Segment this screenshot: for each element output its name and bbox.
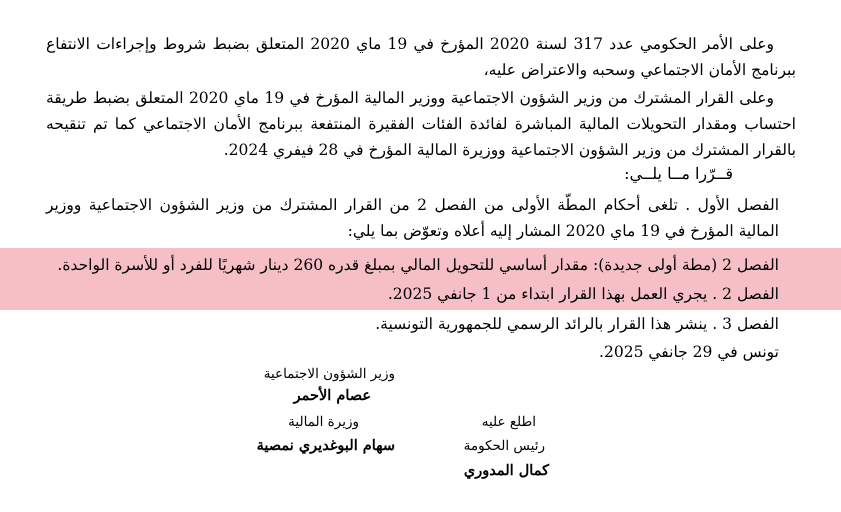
finance-minister-name: سهام البوغديري نمصية [256, 437, 395, 454]
article-1: الفصل الأول . تلغى أحكام المطّة الأولى من الفصل 2 من القرار المشترك من وزير الشؤون الاجتماعية ووزير المالية المؤرخ في 19 ماي 2020 المشار إليه أعلاه وتعوّض بما يلي: [46, 196, 780, 240]
seen-label: اطلع عليه [481, 414, 536, 430]
paragraph-joint-order: وعلى القرار المشترك من وزير الشؤون الاجتماعية ووزير المالية المؤرخ في 19 ماي 2020 المتعلق بضبط طريقة احتساب ومقدار التحويلات المالية المباشرة لفائدة الفئات الفقيرة المنتفعة ببرنامج الأمان الاجتماعي كما تم تنقيحه بالقرار المشترك من وزير الشؤون الاجتماعية ووزيرة المالية المؤرخ في 28 فيفري 2024. [46, 89, 796, 159]
article-2-effective-date: الفصل 2 . يجري العمل بهذا القرار ابتداء من 1 جانفي 2025. [387, 285, 779, 303]
head-of-government-title: رئيس الحكومة [463, 438, 545, 454]
highlighted-block [0, 248, 841, 310]
paragraph-decree-317: وعلى الأمر الحكومي عدد 317 لسنة 2020 المؤرخ في 19 ماي 2020 المتعلق بضبط شروط وإجراءات الانتفاع ببرنامج الأمان الاجتماعي وسحبه والاعتراض عليه، [46, 35, 796, 79]
finance-minister-title: وزيرة المالية [288, 414, 359, 430]
head-of-government-name: كمال المدوري [463, 462, 549, 479]
article-2-new-item: الفصل 2 (مطة أولى جديدة): مقدار أساسي للتحويل المالي بمبلغ قدره 260 دينار شهريًا للفرد أو للأسرة الواحدة. [57, 256, 779, 274]
social-minister-name: عصام الأحمر [293, 387, 371, 404]
decided-heading: قــرّرا مــا يلــي: [624, 164, 733, 183]
social-minister-title: وزير الشؤون الاجتماعية [263, 366, 395, 382]
article-3: الفصل 3 . ينشر هذا القرار بالرائد الرسمي للجمهورية التونسية. [375, 315, 779, 333]
signing-date: تونس في 29 جانفي 2025. [599, 343, 779, 361]
